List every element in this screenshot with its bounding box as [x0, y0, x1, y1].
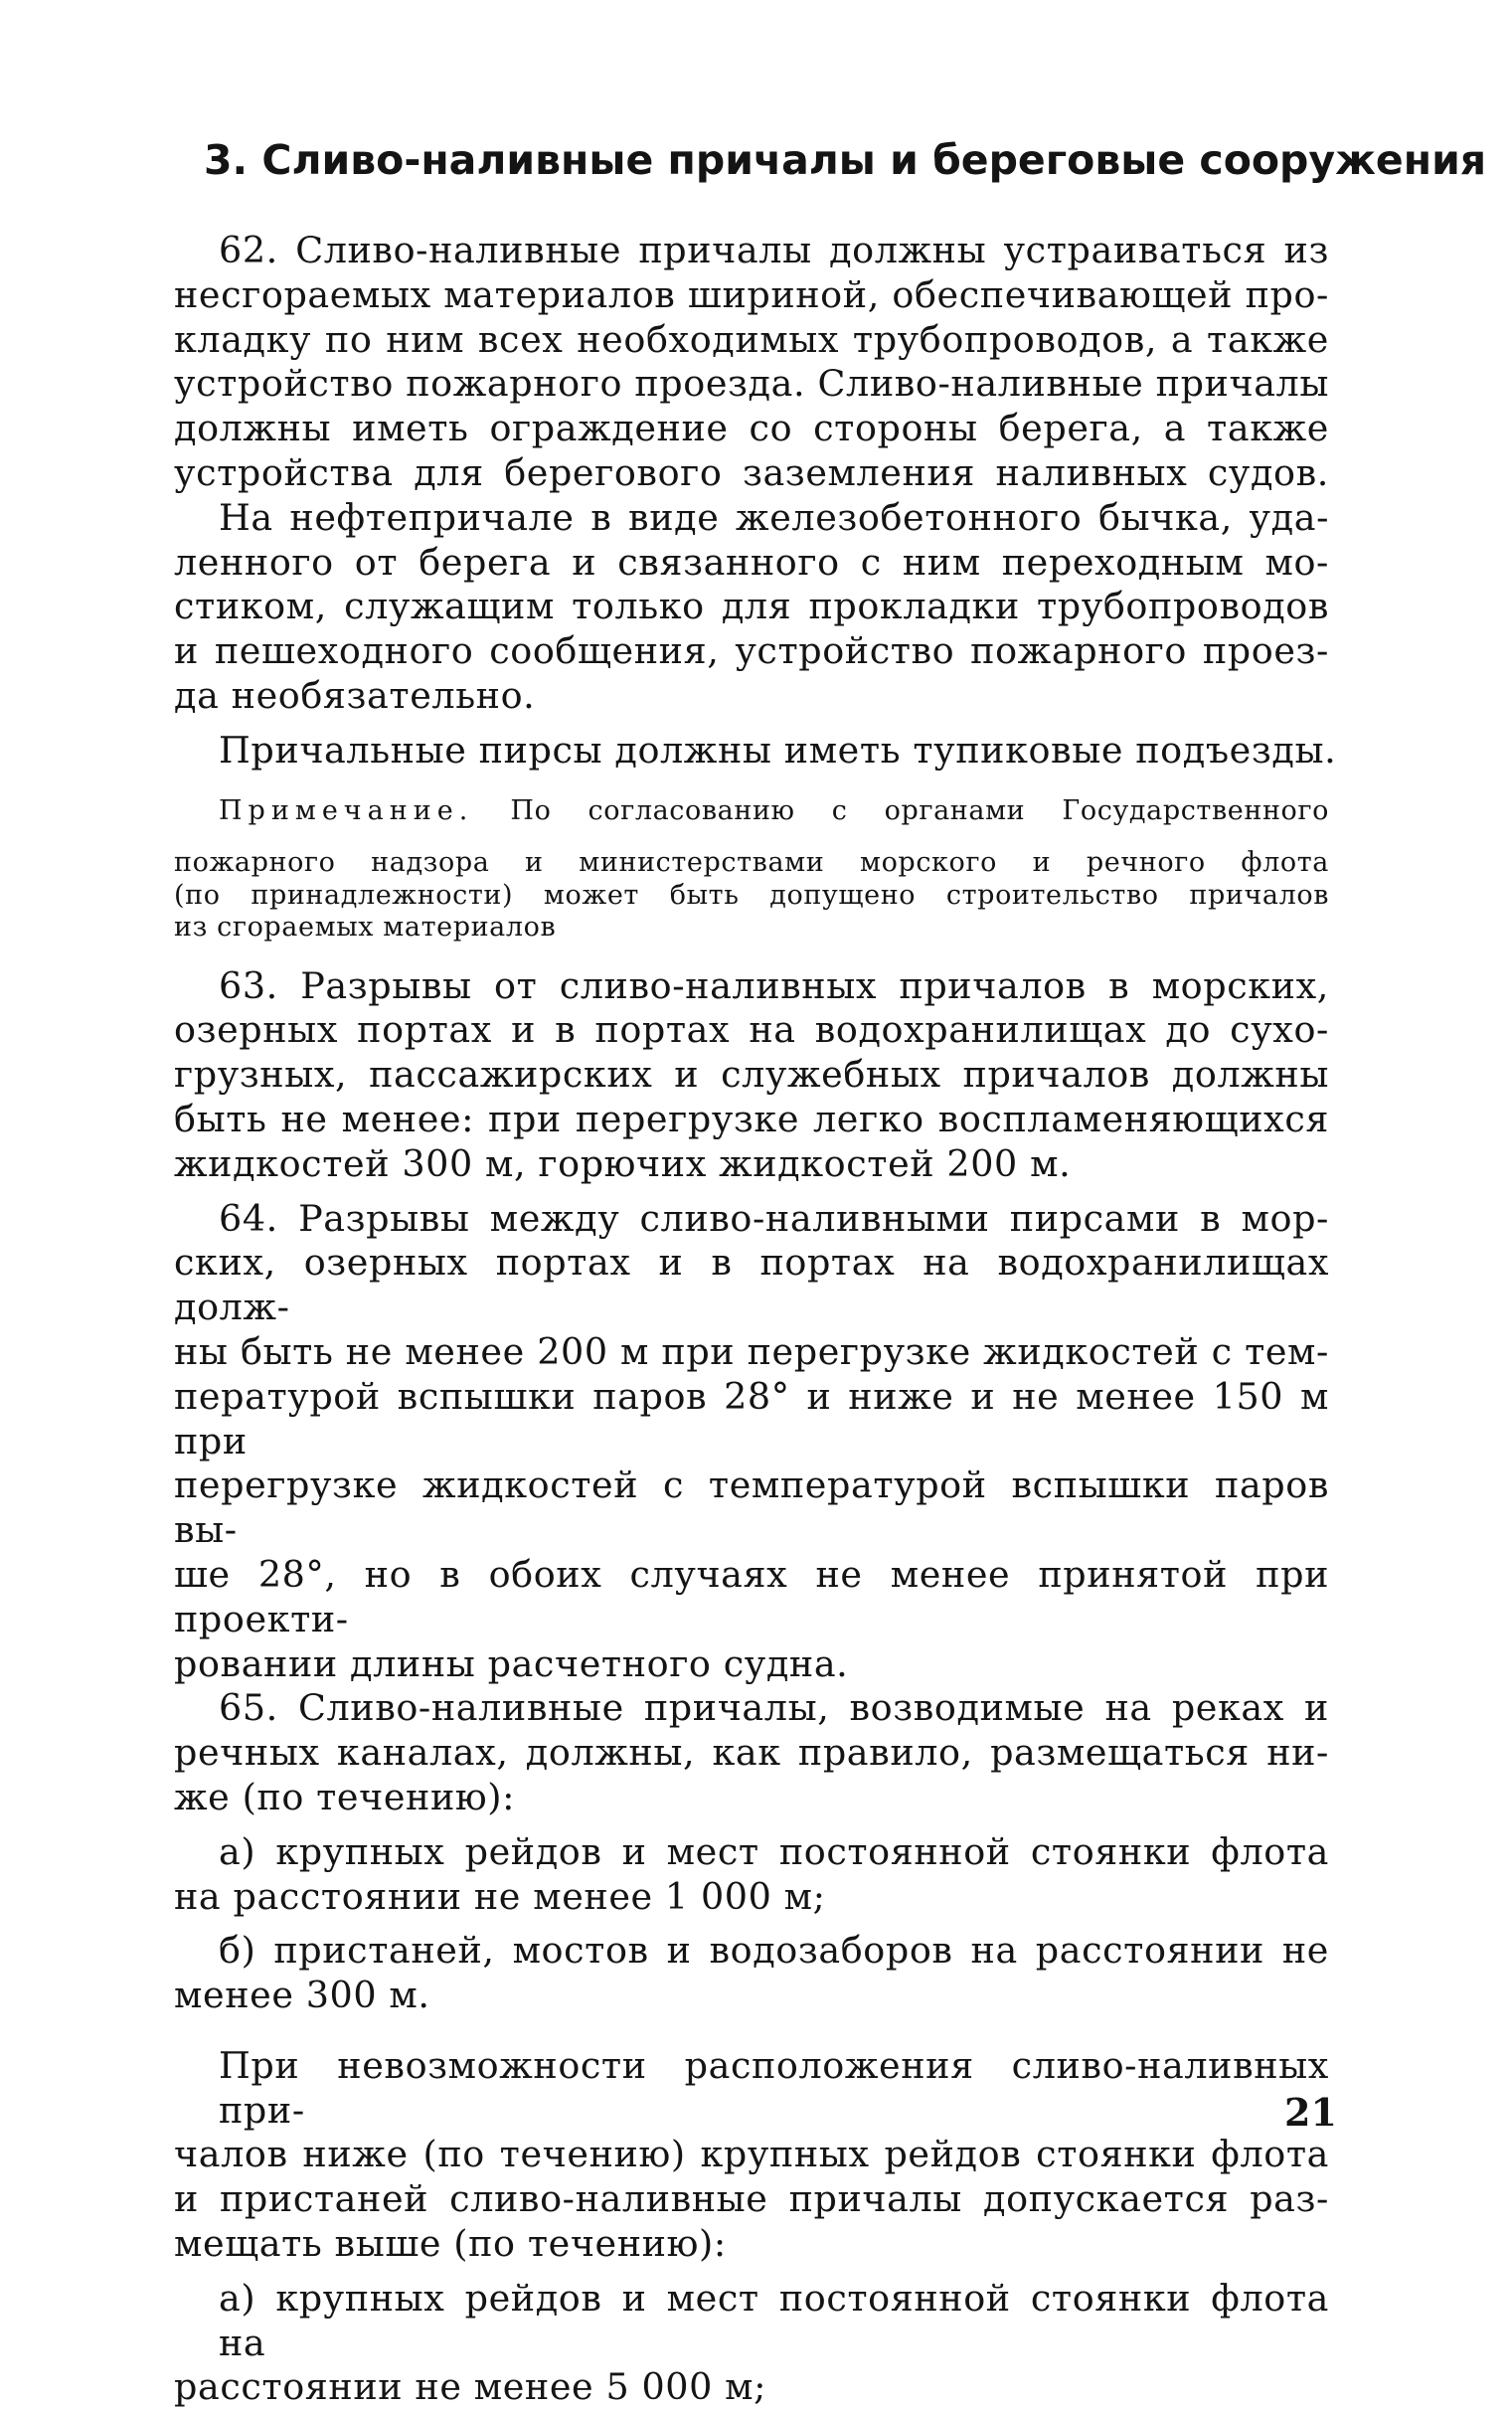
- paragraph-65-alt-cont: [174, 2133, 1329, 2266]
- text-line: ских, озерных портах и в портах на водохранилищах долж-: [174, 1241, 1329, 1329]
- paragraph-62-third: [174, 728, 1337, 774]
- text-line: устройства для берегового заземления наливных судов.: [174, 450, 1329, 494]
- text-line: устройство пожарного проезда. Сливо-наливные причалы: [174, 362, 1329, 406]
- text-line: грузных, пассажирских и служебных причалов должны: [174, 1053, 1329, 1097]
- item-65a-alt-cont: [174, 2365, 1329, 2410]
- text-line: жидкостей 300 м, горючих жидкостей 200 м.: [174, 1141, 1072, 1185]
- text-line: ны быть не менее 200 м при перегрузке жидкостей с тем-: [174, 1329, 1329, 1373]
- text-line: ленного от берега и связанного с ним переходным мо-: [174, 540, 1329, 584]
- page-number: 21: [1284, 2090, 1337, 2135]
- note-line: пожарного надзора и министерствами морского и речного флота: [174, 847, 1329, 879]
- paragraph-62-cont: [174, 273, 1329, 496]
- text-line: мещать выше (по течению):: [174, 2222, 727, 2266]
- text-line: речных каналах, должны, как правило, размещаться ни-: [174, 1731, 1329, 1775]
- text-line: 63. Разрывы от сливо-наливных причалов в морских,: [219, 963, 1329, 1007]
- paragraph-64: [174, 1197, 1329, 1242]
- paragraph-63: [174, 964, 1329, 1009]
- text-line: ровании длины расчетного судна.: [174, 1641, 849, 1685]
- text-line: расстоянии не менее 5 000 м;: [174, 2365, 767, 2409]
- text-line: и пристаней сливо-наливные причалы допускается раз-: [174, 2177, 1329, 2221]
- text-line: и пешеходного сообщения, устройство пожарного проез-: [174, 629, 1329, 673]
- text-line: чалов ниже (по течению) крупных рейдов стоянки флота: [174, 2133, 1329, 2176]
- text-line: да необязательно.: [174, 673, 536, 717]
- text-line: 65. Сливо-наливные причалы, возводимые на реках и: [219, 1686, 1329, 1730]
- text-line: озерных портах и в портах на водохранилищах до сухо-: [174, 1008, 1329, 1052]
- text-line: а) крупных рейдов и мест постоянной стоянки флота: [219, 1829, 1329, 1873]
- text-line: должны иметь ограждение со стороны берега, а также: [174, 407, 1329, 450]
- paragraph-62-second-cont: [174, 541, 1329, 719]
- note-text: По согласованию с органами Государственного: [510, 794, 1329, 826]
- text-line: б) пристаней, мостов и водозаборов на расстоянии не: [219, 1929, 1329, 1973]
- text-line: кладку по ним всех необходимых трубопроводов, а также: [174, 317, 1329, 361]
- item-65b-cont: [174, 1974, 1329, 2018]
- paragraph-62-second: [174, 496, 1329, 541]
- text-line: ше 28°, но в обоих случаях не менее принятой при проекти-: [174, 1552, 1329, 1640]
- text-line: на расстоянии не менее 1 000 м;: [174, 1874, 826, 1918]
- item-65a-cont: [174, 1875, 1329, 1920]
- note-label: Примечание.: [219, 794, 474, 826]
- item-65a: [174, 1830, 1329, 1875]
- paragraph-63-cont: [174, 1008, 1329, 1186]
- note-block: [174, 795, 1329, 828]
- text-line: Причальные пирсы должны иметь тупиковые подъезды.: [219, 728, 1337, 772]
- text-line: же (по течению):: [174, 1775, 516, 1818]
- section-title: 3. Сливо-наливные причалы и береговые сооружения: [204, 136, 1487, 184]
- note-first-line: [219, 795, 1329, 828]
- paragraph-64-cont: [174, 1241, 1329, 1686]
- paragraph-62: [174, 229, 1329, 273]
- note-block-cont: [174, 847, 1329, 945]
- text-line: На нефтепричале в виде железобетонного бычка, уда-: [219, 495, 1329, 539]
- text-line: перегрузке жидкостей с температурой вспышки паров вы-: [174, 1463, 1329, 1552]
- text-line: а) крупных рейдов и мест постоянной стоянки флота на: [219, 2276, 1329, 2364]
- text-line: 62. Сливо-наливные причалы должны устраиваться из: [219, 229, 1329, 271]
- note-line: из сгораемых материалов: [174, 912, 557, 944]
- item-65b: [174, 1929, 1329, 1974]
- text-line: пературой вспышки паров 28° и ниже и не менее 150 м при: [174, 1374, 1329, 1463]
- note-line: (по принадлежности) может быть допущено строительство причалов: [174, 879, 1329, 911]
- text-line: 64. Разрывы между сливо-наливными пирсами в мор-: [219, 1196, 1329, 1240]
- text-line: несгораемых материалов шириной, обеспечивающей про-: [174, 272, 1329, 316]
- paragraph-65-alt: [174, 2044, 1329, 2134]
- text-line: быть не менее: при перегрузке легко воспламеняющихся: [174, 1097, 1329, 1140]
- document-body: [174, 229, 1337, 2410]
- paragraph-65-cont: [174, 1731, 1329, 1820]
- text-line: стиком, служащим только для прокладки трубопроводов: [174, 585, 1329, 628]
- item-65a-alt: [174, 2277, 1329, 2366]
- text-line: менее 300 м.: [174, 1974, 430, 2017]
- paragraph-65: [174, 1686, 1329, 1731]
- text-line: При невозможности расположения сливо-наливных при-: [219, 2043, 1329, 2132]
